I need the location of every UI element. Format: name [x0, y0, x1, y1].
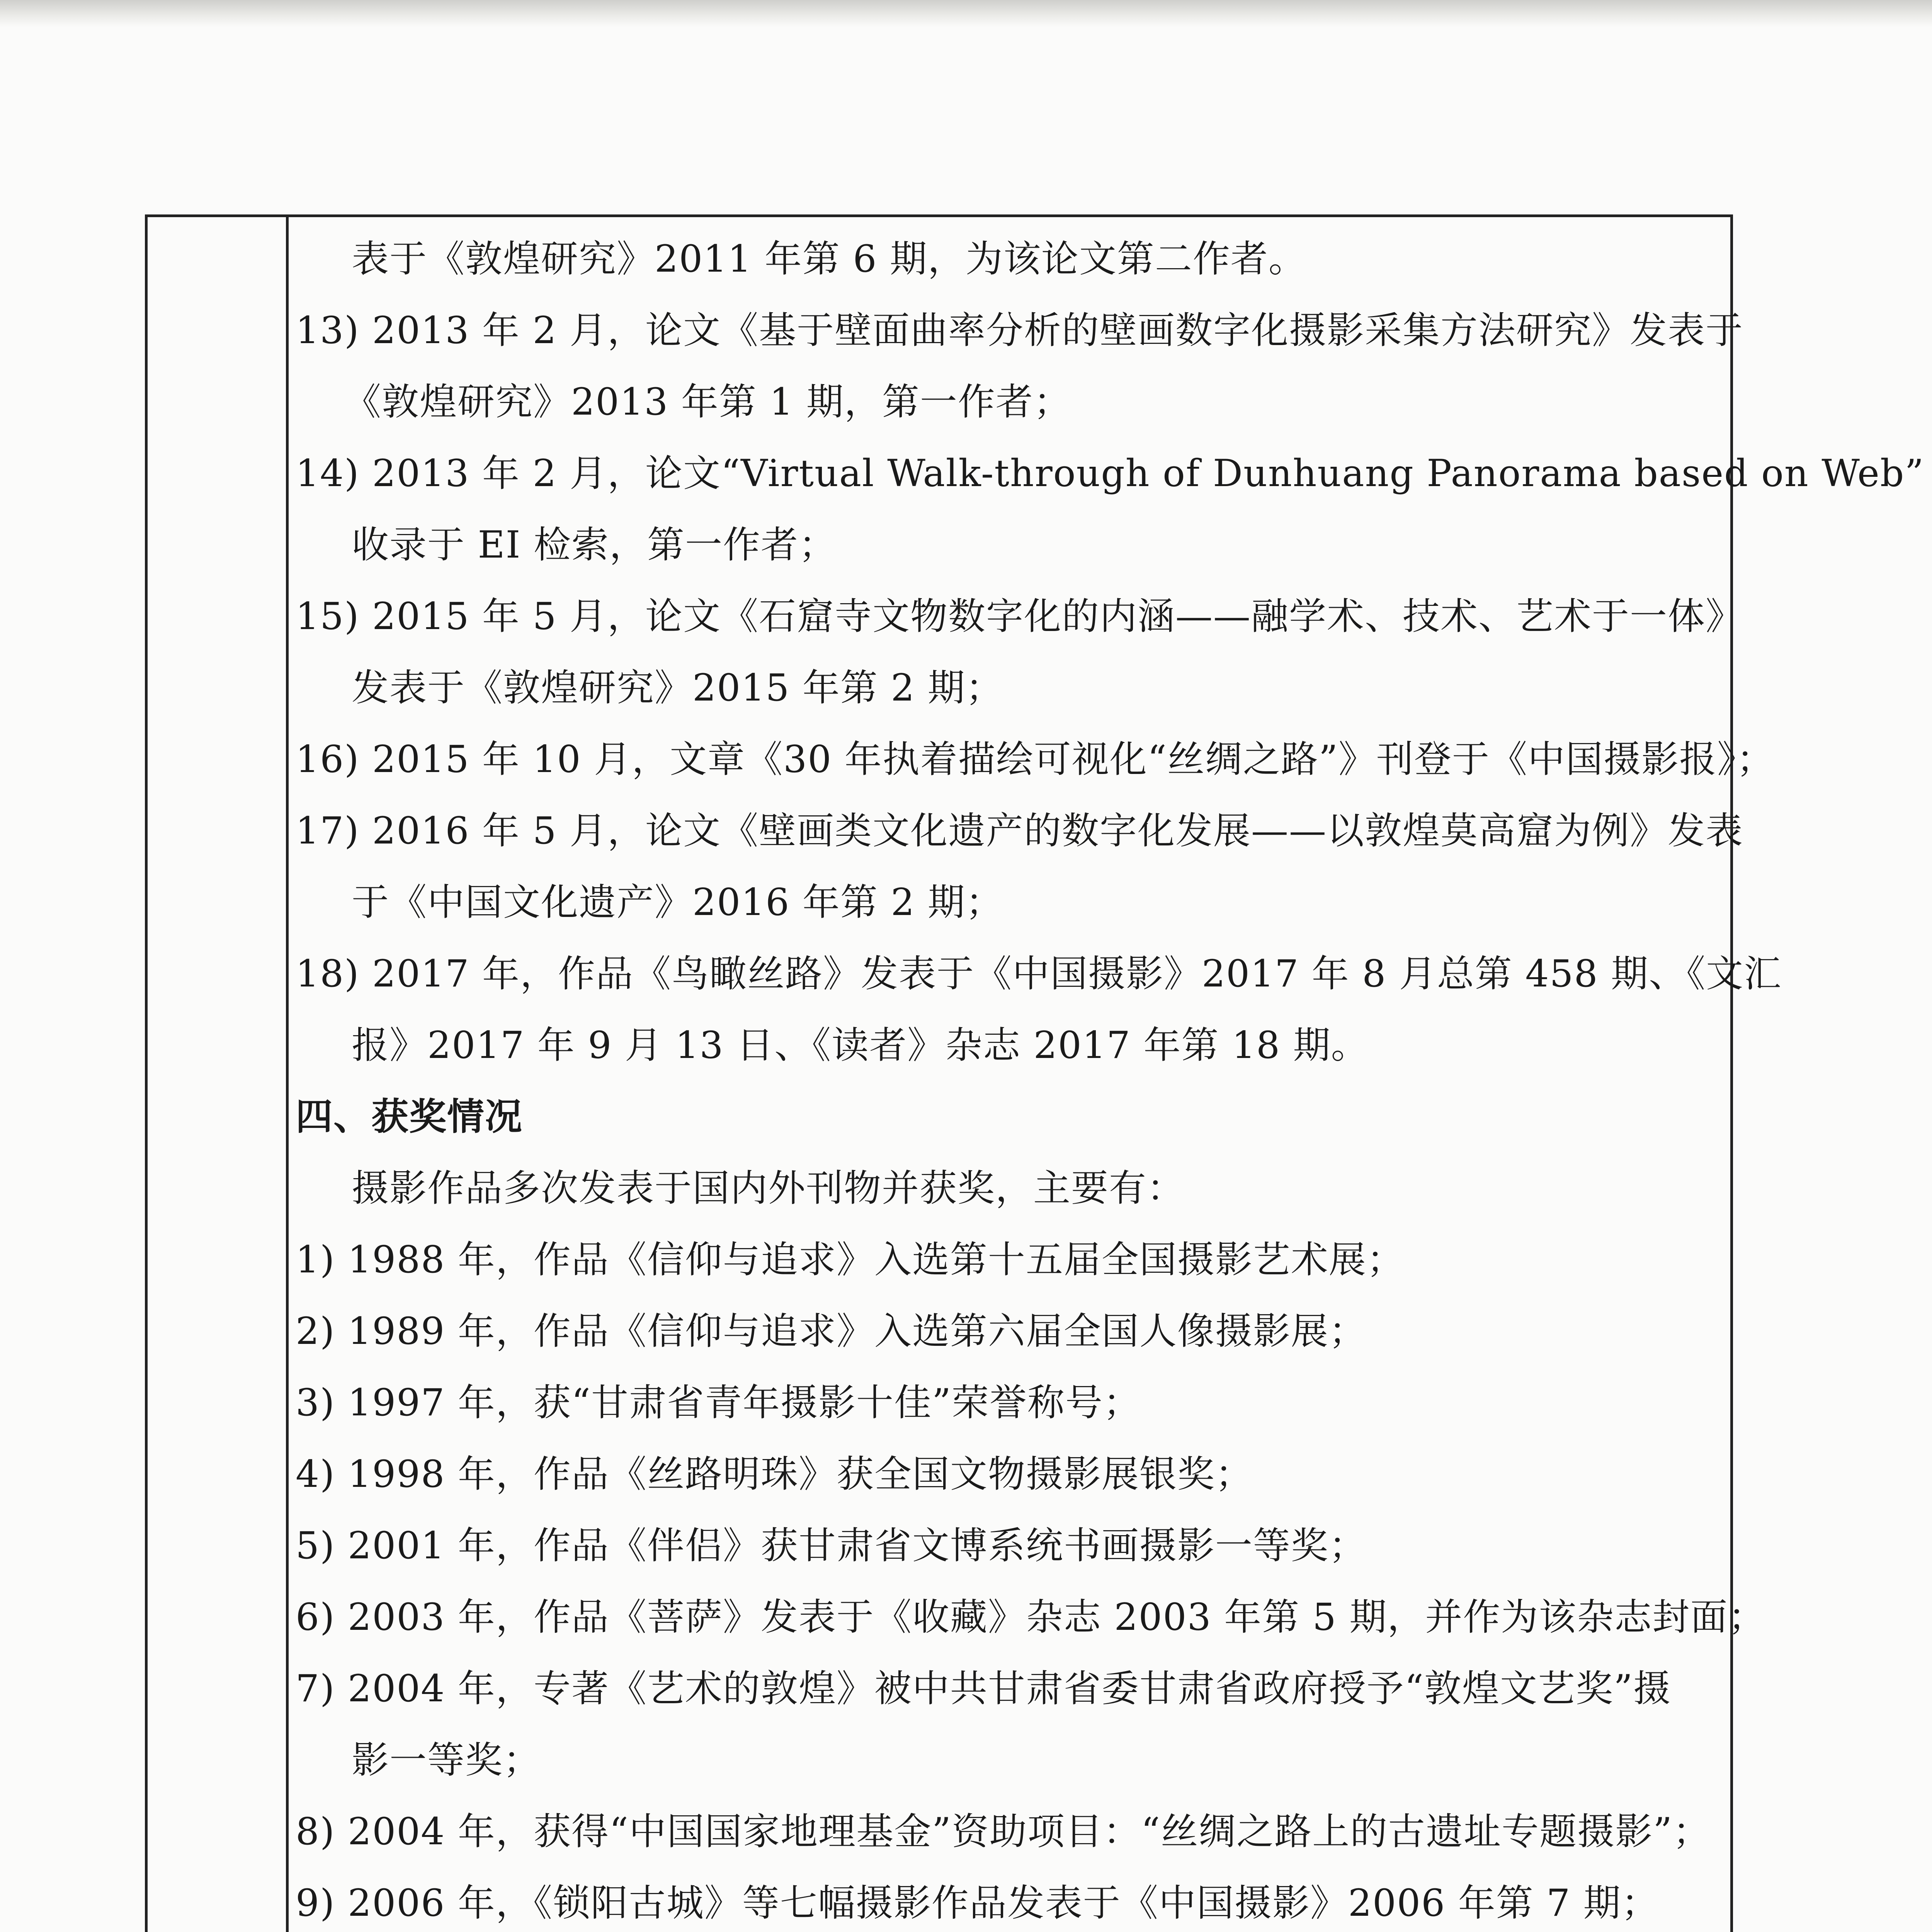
list-item: 2) 1989 年，作品《信仰与追求》入选第六届全国人像摄影展；	[296, 1310, 1367, 1353]
list-item: 5) 2001 年，作品《伴侣》获甘肃省文博系统书画摄影一等奖；	[296, 1524, 1367, 1567]
text-line: 表于《敦煌研究》2011 年第 6 期，为该论文第二作者。	[352, 237, 1306, 281]
text-line: 报》2017 年 9 月 13 日、《读者》杂志 2017 年第 18 期。	[352, 1024, 1369, 1067]
column-divider	[286, 214, 289, 1932]
text-line: 17) 2016 年 5 月，论文《壁画类文化遗产的数字化发展——以敦煌莫高窟为例》发表	[296, 809, 1744, 852]
list-item: 7) 2004 年，专著《艺术的敦煌》被中共甘肃省委甘肃省政府授予“敦煌文艺奖”摄	[296, 1667, 1672, 1710]
text-line: 于《中国文化遗产》2016 年第 2 期；	[352, 881, 1003, 924]
section-heading: 四、获奖情况	[296, 1095, 523, 1138]
list-item: 9) 2006 年，《锁阳古城》等七幅摄影作品发表于《中国摄影》2006 年第 7 期；	[296, 1881, 1659, 1925]
text-line: 18) 2017 年，作品《鸟瞰丝路》发表于《中国摄影》2017 年 8 月总第 458 期、《文汇	[296, 952, 1782, 995]
text-line: 影一等奖；	[352, 1738, 541, 1782]
list-item: 8) 2004 年，获得“中国国家地理基金”资助项目：“丝绸之路上的古遗址专题摄影”；	[296, 1810, 1711, 1853]
text-line: 13) 2013 年 2 月，论文《基于壁面曲率分析的壁画数字化摄影采集方法研究》发表于	[296, 309, 1744, 352]
text-line: 15) 2015 年 5 月，论文《石窟寺文物数字化的内涵——融学术、技术、艺术于一体》	[296, 595, 1744, 638]
text-line: 收录于 EI 检索，第一作者；	[352, 523, 837, 566]
text-line: 摄影作品多次发表于国内外刊物并获奖，主要有：	[352, 1167, 1185, 1210]
list-item: 4) 1998 年，作品《丝路明珠》获全国文物摄影展银奖；	[296, 1452, 1253, 1496]
list-item: 3) 1997 年，获“甘肃省青年摄影十佳”荣誉称号；	[296, 1381, 1141, 1424]
text-line: 发表于《敦煌研究》2015 年第 2 期；	[352, 666, 1003, 709]
text-line: 14) 2013 年 2 月，论文“Virtual Walk-through of Dunhuang Panorama based on Web”	[296, 452, 1925, 495]
text-line: 16) 2015 年 10 月，文章《30 年执着描绘可视化“丝绸之路”》刊登于《中国摄影报》；	[296, 738, 1774, 781]
list-item: 6) 2003 年，作品《菩萨》发表于《收藏》杂志 2003 年第 5 期，并作为该杂志封面；	[296, 1595, 1766, 1639]
scan-edge-shadow	[0, 0, 1932, 27]
text-line: 《敦煌研究》2013 年第 1 期，第一作者；	[344, 380, 1071, 423]
list-item: 1) 1988 年，作品《信仰与追求》入选第十五届全国摄影艺术展；	[296, 1238, 1405, 1281]
